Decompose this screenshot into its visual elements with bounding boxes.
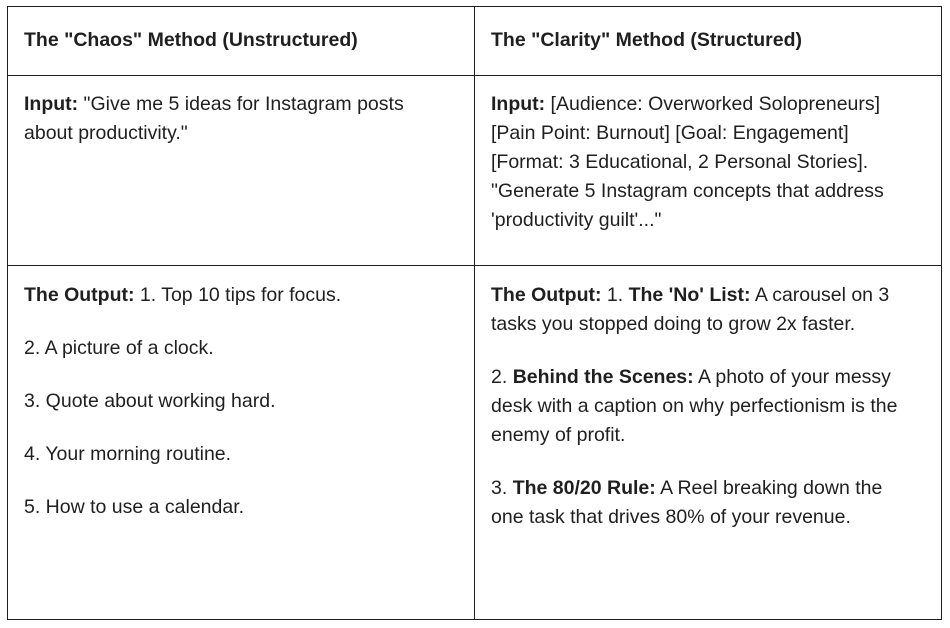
chaos-input-text: "Give me 5 ideas for Instagram posts about productivity." <box>24 93 404 144</box>
chaos-output-item-5: 5. How to use a calendar. <box>24 496 245 518</box>
chaos-output-label: The Output: <box>24 284 135 306</box>
column-divider <box>474 6 475 620</box>
clarity-output-item-3-num: 3. <box>491 477 513 499</box>
clarity-output-item-2 <box>491 363 916 450</box>
header-chaos: The "Chaos" Method (Unstructured) <box>24 29 358 51</box>
chaos-output-item-1 <box>24 281 464 310</box>
clarity-output-item-2-text: A photo of your messy desk with a caption on why perfectionism is the enemy of profit. <box>491 366 898 446</box>
chaos-input-label: Input: <box>24 93 79 115</box>
comparison-table <box>7 6 942 620</box>
clarity-output-item-1-num: 1. <box>601 284 629 306</box>
clarity-output-item-3 <box>491 474 916 532</box>
clarity-output-item-2-num: 2. <box>491 366 513 388</box>
clarity-output-item-2-title: Behind the Scenes: <box>512 366 694 388</box>
clarity-output-item-3-text: A Reel breaking down the one task that drives 80% of your revenue. <box>491 477 883 528</box>
clarity-input-text: [Audience: Overworked Solopreneurs] [Pain Point: Burnout] [Goal: Engagement] [Format: 3 Educational, 2 Personal Stories]. "Generate 5 Instagram concepts that address 'productivity guilt'..." <box>491 93 884 231</box>
table-border-right <box>941 6 942 620</box>
chaos-input-cell <box>24 90 444 148</box>
chaos-output-item-3: 3. Quote about working hard. <box>24 390 276 412</box>
clarity-output-label: The Output: <box>491 284 602 306</box>
clarity-output-item-1 <box>491 281 916 339</box>
clarity-output-item-1-title: The 'No' List: <box>628 284 751 306</box>
clarity-output-item-3-title: The 80/20 Rule: <box>512 477 656 499</box>
chaos-output-cell <box>24 281 464 522</box>
clarity-output-item-1-text: A carousel on 3 tasks you stopped doing to grow 2x faster. <box>491 284 890 335</box>
clarity-input-label: Input: <box>491 93 546 115</box>
table-border-left <box>7 6 8 620</box>
header-clarity: The "Clarity" Method (Structured) <box>491 29 803 51</box>
chaos-output-item-2: 2. A picture of a clock. <box>24 337 214 359</box>
chaos-output-item-1-text: 1. Top 10 tips for focus. <box>134 284 342 306</box>
clarity-input-cell <box>491 90 923 235</box>
chaos-output-item-4: 4. Your morning routine. <box>24 443 232 465</box>
clarity-output-cell <box>491 281 916 532</box>
